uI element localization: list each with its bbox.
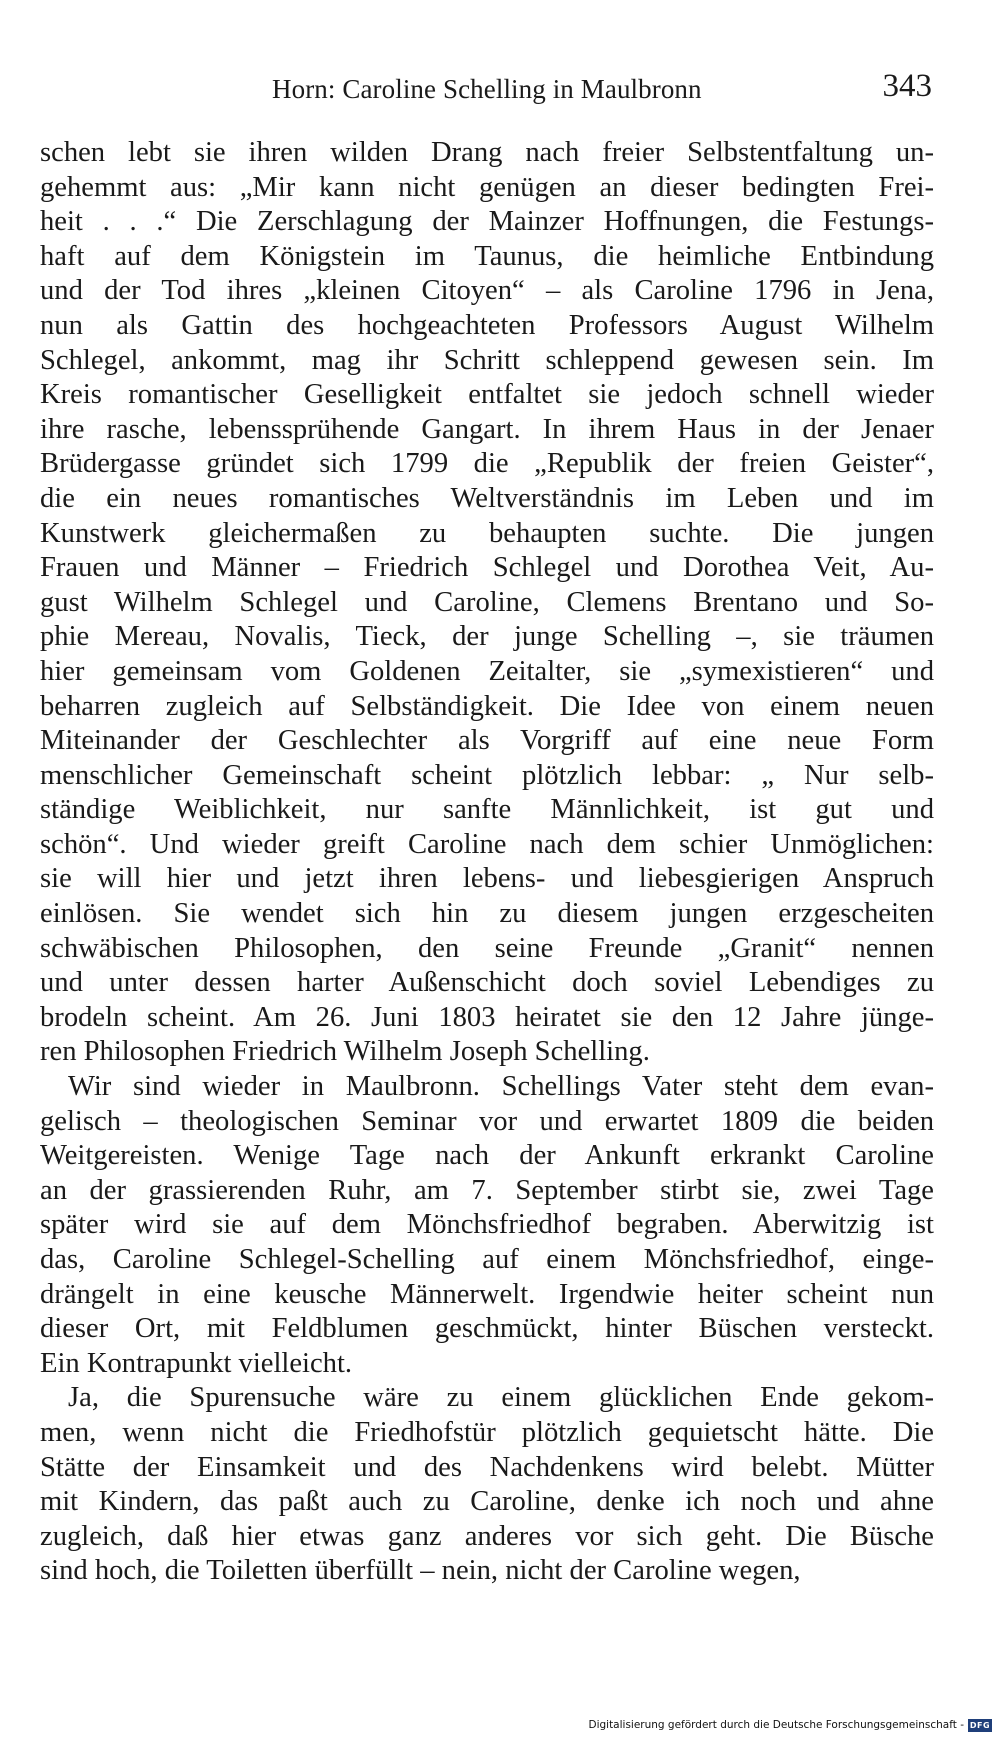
text-line: Kreis romantischer Geselligkeit entfaltet sie jedoch schnell wieder bbox=[40, 379, 934, 411]
text-line: einlösen. Sie wendet sich hin zu diesem jungen erzgescheiten bbox=[40, 898, 934, 930]
digitization-footer bbox=[588, 1717, 992, 1733]
body-text bbox=[40, 136, 934, 1589]
paragraph-1 bbox=[40, 136, 934, 1070]
text-line: mit Kindern, das paßt auch zu Caroline, denke ich noch und ahne bbox=[40, 1486, 934, 1518]
text-line: Schlegel, ankommt, mag ihr Schritt schleppend gewesen sein. Im bbox=[40, 344, 934, 376]
text-line: haft auf dem Königstein im Taunus, die heimliche Entbindung bbox=[40, 240, 934, 272]
text-line: ren Philosophen Friedrich Wilhelm Joseph Schelling. bbox=[40, 1036, 650, 1068]
running-head bbox=[40, 68, 934, 108]
text-line: Miteinander der Geschlechter als Vorgriff auf eine neue Form bbox=[40, 725, 934, 757]
text-line: drängelt in eine keusche Männerwelt. Irgendwie heiter scheint nun bbox=[40, 1278, 934, 1310]
text-line: dieser Ort, mit Feldblumen geschmückt, hinter Büschen versteckt. bbox=[40, 1313, 934, 1345]
text-line: Weitgereisten. Wenige Tage nach der Ankunft erkrankt Caroline bbox=[40, 1140, 934, 1172]
paragraph-2 bbox=[40, 1070, 934, 1381]
text-line: gust Wilhelm Schlegel und Caroline, Clemens Brentano und So- bbox=[40, 586, 934, 618]
text-line: an der grassierenden Ruhr, am 7. September stirbt sie, zwei Tage bbox=[40, 1174, 934, 1206]
text-line: das, Caroline Schlegel-Schelling auf einem Mönchsfriedhof, einge- bbox=[40, 1244, 934, 1275]
text-line: zugleich, daß hier etwas ganz anderes vor sich geht. Die Büsche bbox=[40, 1520, 934, 1552]
text-line: nun als Gattin des hochgeachteten Professors August Wilhelm bbox=[40, 309, 934, 341]
text-line: heit . . .“ Die Zerschlagung der Mainzer Hoffnungen, die Festungs- bbox=[40, 206, 934, 238]
text-line: Brüdergasse gründet sich 1799 die „Republik der freien Geister“, bbox=[40, 448, 934, 480]
text-line: gelisch – theologischen Seminar vor und erwartet 1809 die beiden bbox=[40, 1105, 934, 1137]
text-line: Frauen und Männer – Friedrich Schlegel und Dorothea Veit, Au- bbox=[40, 552, 934, 584]
text-line: schen lebt sie ihren wilden Drang nach freier Selbstentfaltung un- bbox=[40, 137, 934, 168]
text-line: menschlicher Gemeinschaft scheint plötzlich lebbar: „ Nur selb- bbox=[40, 759, 934, 791]
text-line: und der Tod ihres „kleinen Citoyen“ – als Caroline 1796 in Jena, bbox=[40, 275, 934, 307]
text-line: beharren zugleich auf Selbständigkeit. Die Idee von einem neuen bbox=[40, 690, 934, 722]
text-line: brodeln scheint. Am 26. Juni 1803 heiratet sie den 12 Jahre jünge- bbox=[40, 1001, 934, 1033]
text-line: Kunstwerk gleichermaßen zu behaupten suchte. Die jungen bbox=[40, 517, 934, 549]
text-line: gehemmt aus: „Mir kann nicht genügen an dieser bedingten Frei- bbox=[40, 171, 934, 203]
text-line: die ein neues romantisches Weltverständnis im Leben und im bbox=[40, 482, 934, 514]
text-line: Ja, die Spurensuche wäre zu einem glücklichen Ende gekom- bbox=[68, 1382, 934, 1414]
text-line: später wird sie auf dem Mönchsfriedhof begraben. Aberwitzig ist bbox=[40, 1209, 934, 1241]
dfg-logo-icon: DFG bbox=[969, 1720, 991, 1730]
text-line: hier gemeinsam vom Goldenen Zeitalter, sie „symexistieren“ und bbox=[40, 655, 934, 687]
running-title: Horn: Caroline Schelling in Maulbronn bbox=[272, 74, 702, 104]
text-line: men, wenn nicht die Friedhofstür plötzlich gequietscht hätte. Die bbox=[40, 1416, 934, 1448]
text-line: schön“. Und wieder greift Caroline nach dem schier Unmöglichen: bbox=[40, 828, 934, 860]
page-number: 343 bbox=[882, 68, 932, 104]
text-line: phie Mereau, Novalis, Tieck, der junge Schelling –, sie träumen bbox=[40, 621, 934, 653]
text-line: Wir sind wieder in Maulbronn. Schellings Vater steht dem evan- bbox=[68, 1071, 934, 1103]
text-line: ihre rasche, lebenssprühende Gangart. In ihrem Haus in der Jenaer bbox=[40, 413, 934, 445]
text-line: sie will hier und jetzt ihren lebens- und liebesgierigen Anspruch bbox=[40, 863, 934, 895]
text-line: schwäbischen Philosophen, den seine Freunde „Granit“ nennen bbox=[40, 932, 934, 964]
text-line: ständige Weiblichkeit, nur sanfte Männlichkeit, ist gut und bbox=[40, 794, 934, 826]
text-line: und unter dessen harter Außenschicht doch soviel Lebendiges zu bbox=[40, 967, 934, 999]
footer-credit: Digitalisierung gefördert durch die Deutsche Forschungsgemeinschaft - bbox=[588, 1719, 964, 1731]
text-line: Ein Kontrapunkt vielleicht. bbox=[40, 1347, 353, 1379]
text-line: sind hoch, die Toiletten überfüllt – nein, nicht der Caroline wegen, bbox=[40, 1555, 801, 1587]
paragraph-3 bbox=[40, 1381, 934, 1589]
text-line: Stätte der Einsamkeit und des Nachdenkens wird belebt. Mütter bbox=[40, 1451, 934, 1483]
